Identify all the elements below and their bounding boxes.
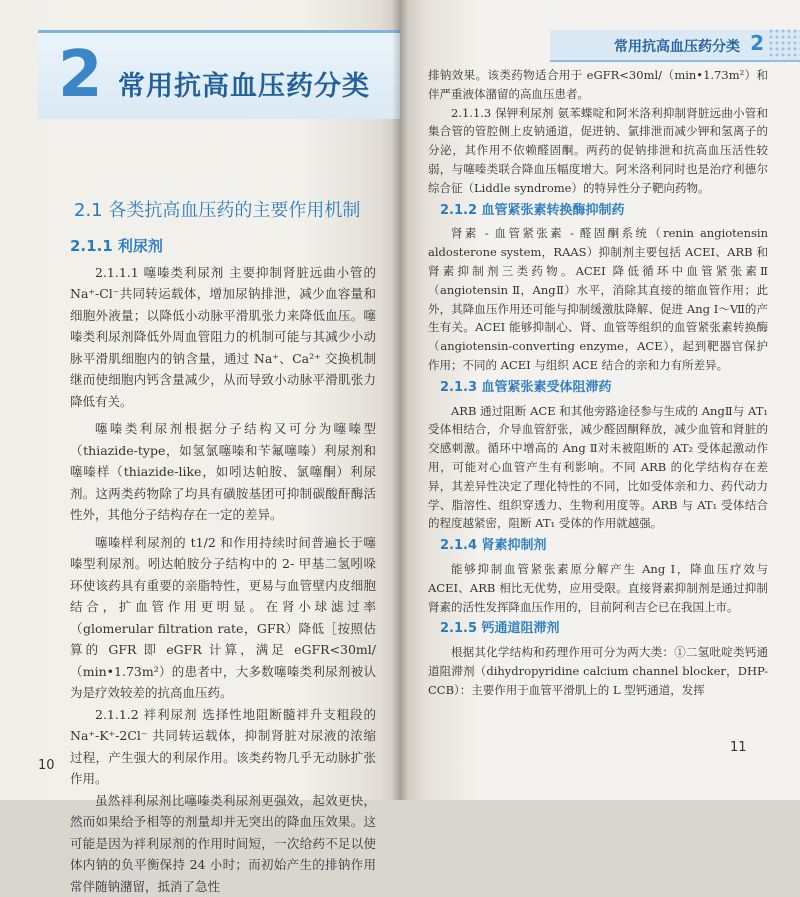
left-page (0, 0, 400, 800)
decorative-dot-pattern (768, 28, 800, 62)
subsection-heading-ccb: 2.1.5 钙通道阻滞剂 (440, 620, 768, 639)
chapter-title: 常用抗高血压药分类 (118, 64, 370, 103)
left-body (70, 236, 376, 897)
subsection-heading-renin: 2.1.4 肾素抑制剂 (440, 537, 768, 556)
paragraph-ccb: 根据其化学结构和药理作用可分为两大类：①二氢吡啶类钙通道阻滞剂（dihydropyridine calcium channel blocker，DHP-CCB）：主要作用于血管平滑肌上的 L 型钙通道，发挥 (428, 643, 768, 699)
paragraph-thiazide: 2.1.1.1 噻嗪类利尿剂 主要抑制肾脏远曲小管的Na⁺-Cl⁻共同转运载体，增加尿钠排泄，减少血容量和细胞外液量；以降低小动脉平滑肌张力来降低血压。噻嗪类利尿剂降低外周血管阻力的机制可能与其减少小动脉平滑肌细胞内的钠含量，通过 Na⁺、Ca²⁺ 交换机制继而使细胞内钙含量减少，从而导致小动脉平滑肌张力降低有关。 (70, 262, 376, 413)
subsection-heading-acei: 2.1.2 血管紧张素转换酶抑制药 (440, 202, 768, 221)
paragraph-acei: 肾素 - 血管紧张素 - 醛固酮系统（renin angiotensin aldosterone system，RAAS）抑制剂主要包括 ACEI、ARB 和肾素抑制剂三类药物。ACEI 降低循环中血管紧张素Ⅱ（angiotensin Ⅱ，AngⅡ）水平，消除其直接的缩血管作用；此外，其降血压作用还可能与抑制缓激肽降解、促进 Ang Ⅰ～Ⅶ的产生有关。ACEI 能够抑制心、肾、血管等组织的血管紧张素转换酶（angiotensin-converting enzyme，ACE），起到靶器官保护作用；不同的 ACEI 与组织 ACE 结合的亲和力有所差异。 (428, 224, 768, 374)
paragraph-loop-diuretics: 2.1.1.2 袢利尿剂 选择性地阻断髓袢升支粗段的 Na⁺-K⁺-2Cl⁻ 共同转运载体，抑制肾脏对尿液的浓缩过程，产生强大的利尿作用。该类药物几乎无动脉扩张作用。 (70, 704, 376, 790)
chapter-number: 2 (58, 38, 103, 112)
right-page (400, 0, 800, 800)
section-heading: 2.1 各类抗高血压药的主要作用机制 (74, 196, 360, 222)
running-header-number: 2 (750, 31, 764, 55)
running-header-title: 常用抗高血压药分类 (614, 36, 740, 56)
paragraph-half-life: 噻嗪样利尿剂的 t1/2 和作用持续时间普遍长于噻嗪型利尿剂。吲达帕胺分子结构中的 2- 甲基二氢吲哚环使该药具有重要的亲脂特性，更易与血管壁内皮细胞结合，扩血管作用更明显。在肾小球滤过率（glomerular filtration rate，GFR）降低［按照估算的 GFR 即 eGFR 计算，满足 eGFR<30ml/（min•1.73m²）的患者中，大多数噻嗪类利尿剂被认为是疗效较差的抗高血压药。 (70, 532, 376, 704)
paragraph-renin-inhibitor: 能够抑制血管紧张素原分解产生 Ang Ⅰ，降血压疗效与 ACEI、ARB 相比无优势，应用受限。直接肾素抑制剂是通过抑制肾素的活性发挥降血压作用的，目前阿利吉仑已在我国上市。 (428, 560, 768, 616)
page-number-left: 10 (38, 758, 55, 773)
paragraph-loop-efficacy: 虽然袢利尿剂比噻嗪类利尿剂更强效，起效更快，然而如果给予相等的剂量却并无突出的降血压效果。这可能是因为袢利尿剂的作用时间短，一次给药不足以使体内钠的负平衡保持 24 小时；而初始产生的排钠作用常伴随钠潴留，抵消了急性 (70, 790, 376, 897)
page-number-right: 11 (730, 740, 747, 755)
paragraph-loop-continued: 排钠效果。该类药物适合用于 eGFR<30ml/（min•1.73m²）和伴严重液体潴留的高血压患者。 (428, 66, 768, 104)
subsection-heading-arb: 2.1.3 血管紧张素受体阻滞药 (440, 379, 768, 398)
subsection-heading-diuretics: 2.1.1 利尿剂 (70, 236, 376, 258)
paragraph-potassium-sparing: 2.1.1.3 保钾利尿剂 氨苯蝶啶和阿米洛利抑制肾脏远曲小管和集合管的管腔侧上皮钠通道，促进钠、氯排泄而减少钾和氢离子的分泌，其作用不依赖醛固酮。两药的促钠排泄和抗高血压活性较弱，与噻嗪类联合降血压幅度增大。阿米洛利同时也是治疗利德尔综合征（Liddle syndrome）的特异性分子靶向药物。 (428, 104, 768, 198)
book-gutter-shadow (392, 0, 408, 800)
paragraph-arb: ARB 通过阻断 ACE 和其他旁路途径参与生成的 AngⅡ与 AT₁ 受体相结合，介导血管舒张，减少醛固酮释放，减少血管和肾脏的交感刺激。循环中增高的 Ang Ⅱ对未被阻断的 AT₂ 受体起激动作用，可能对心血管产生有利影响。不同 ARB 的化学结构存在差异，其差异性决定了理化特性的不同，比如受体亲和力、药代动力学、脂溶性、组织穿透力、生物利用度等。ARB 与 AT₁ 受体结合的程度越紧密，阻断 AT₁ 受体的作用就越强。 (428, 402, 768, 534)
paragraph-thiazide-types: 噻嗪类利尿剂根据分子结构又可分为噻嗪型（thiazide-type，如氢氯噻嗪和苄氟噻嗪）利尿剂和噻嗪样（thiazide-like，如吲达帕胺、氯噻酮）利尿剂。这两类药物除了均具有磺胺基团可抑制碳酸酐酶活性外，其他分子结构存在一定的差异。 (70, 418, 376, 526)
right-body (428, 66, 768, 700)
